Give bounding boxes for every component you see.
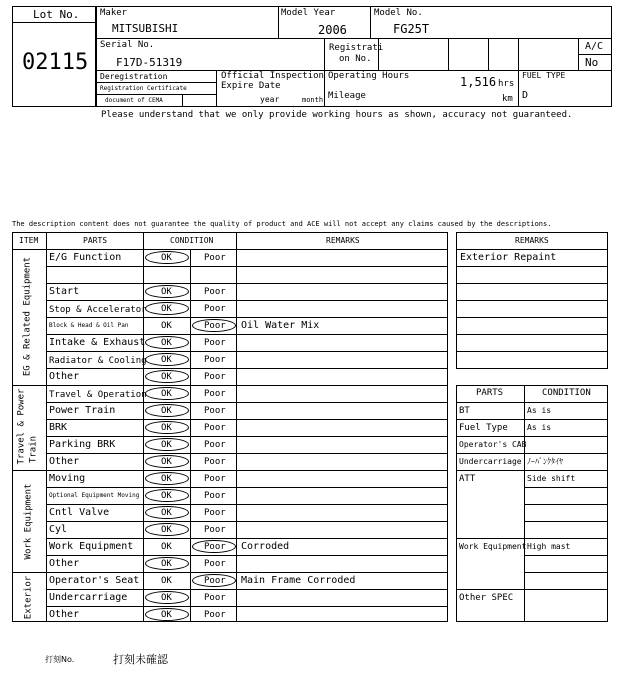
remark-text: Main Frame Corroded xyxy=(241,575,356,586)
registration-label-1: Registrati xyxy=(329,43,384,53)
selected-condition-oval xyxy=(145,489,189,502)
deregistration-label: Deregistration xyxy=(100,72,168,81)
selected-condition-oval xyxy=(145,285,189,298)
group-label-eg: EG & Related Equipment xyxy=(22,256,33,377)
header-line xyxy=(96,94,216,95)
row-line xyxy=(46,521,448,522)
ok-option: OK xyxy=(161,559,172,569)
ok-option: OK xyxy=(161,457,172,467)
poor-option: Poor xyxy=(204,576,226,586)
ok-option: OK xyxy=(161,338,172,348)
ok-option: OK xyxy=(161,542,172,552)
ok-option: OK xyxy=(161,423,172,433)
ok-option: OK xyxy=(161,355,172,365)
right-condition-header: CONDITION xyxy=(542,388,591,398)
row-line xyxy=(46,300,448,301)
fuel-type-label: FUEL TYPE xyxy=(522,71,566,80)
header-line xyxy=(96,82,216,83)
right-remarks-header: REMARKS xyxy=(515,236,549,245)
ok-option: OK xyxy=(161,287,172,297)
part-name: Other xyxy=(49,456,80,467)
table-line xyxy=(236,232,237,622)
month-label: month xyxy=(302,96,324,104)
selected-condition-oval xyxy=(145,506,189,519)
part-name: Power Train xyxy=(49,405,116,416)
row-line xyxy=(46,402,448,403)
row-line xyxy=(456,351,608,352)
ok-option: OK xyxy=(161,508,172,518)
poor-option: Poor xyxy=(204,457,226,467)
part-name: Operator's Seat xyxy=(49,575,140,586)
part-name: Optional Equipment Moving xyxy=(49,492,140,499)
row-line xyxy=(46,368,448,369)
selected-condition-oval xyxy=(145,438,189,451)
poor-option: Poor xyxy=(204,338,226,348)
ac-value: No xyxy=(585,56,599,69)
selected-condition-oval xyxy=(145,387,189,400)
header-line xyxy=(96,38,612,39)
row-line xyxy=(524,504,608,505)
right-part-condition: As is xyxy=(527,423,552,432)
stamp-no-value: 打刻未確認 xyxy=(113,653,168,666)
registration-label-2: on No. xyxy=(339,54,372,64)
ok-option: OK xyxy=(161,525,172,535)
operating-hours-label: Operating Hours xyxy=(328,71,410,81)
row-line xyxy=(46,283,448,284)
ok-option: OK xyxy=(161,253,172,263)
right-part-name: Other SPEC xyxy=(459,593,514,603)
row-line xyxy=(46,589,448,590)
row-line xyxy=(46,538,448,539)
table-line xyxy=(456,402,608,403)
part-name: Parking BRK xyxy=(49,439,116,450)
part-name: Moving xyxy=(49,473,86,484)
row-line xyxy=(524,487,608,488)
row-line xyxy=(456,436,608,437)
part-name: Cyl xyxy=(49,524,68,535)
right-part-name: Undercarriage xyxy=(459,457,522,466)
part-name: Start xyxy=(49,286,80,297)
row-line xyxy=(456,419,608,420)
table-line xyxy=(143,232,144,622)
header-line xyxy=(370,6,371,38)
header-line xyxy=(518,38,519,70)
part-name: Other xyxy=(49,609,80,620)
poor-option: Poor xyxy=(204,610,226,620)
lot-no-value: 02115 xyxy=(22,50,89,75)
row-line xyxy=(46,385,448,386)
model-no-value: FG25T xyxy=(393,22,430,36)
part-name: Other xyxy=(49,558,80,569)
row-line xyxy=(456,453,608,454)
row-line xyxy=(46,436,448,437)
parts-header: PARTS xyxy=(83,236,108,245)
selected-condition-oval xyxy=(145,336,189,349)
poor-option: Poor xyxy=(204,355,226,365)
row-line xyxy=(524,572,608,573)
row-line xyxy=(456,589,608,590)
poor-option: Poor xyxy=(204,389,226,399)
part-name: Cntl Valve xyxy=(49,507,110,518)
header-line xyxy=(278,6,279,38)
row-line xyxy=(46,504,448,505)
row-line xyxy=(46,470,448,471)
row-line xyxy=(46,606,448,607)
operating-hours-value: 1,516 xyxy=(460,75,497,89)
selected-condition-oval xyxy=(145,472,189,485)
part-name: E/G Function xyxy=(49,252,122,263)
header-line xyxy=(448,38,449,70)
ok-option: OK xyxy=(161,491,172,501)
maker-label: Maker xyxy=(100,8,128,18)
selected-condition-oval xyxy=(145,523,189,536)
row-line xyxy=(456,283,608,284)
poor-option: Poor xyxy=(204,559,226,569)
header-line xyxy=(578,54,612,55)
ok-option: OK xyxy=(161,321,172,331)
poor-option: Poor xyxy=(204,253,226,263)
header-line xyxy=(488,38,489,70)
ok-option: OK xyxy=(161,372,172,382)
selected-condition-oval xyxy=(192,540,236,553)
header-line xyxy=(578,38,579,70)
poor-option: Poor xyxy=(204,287,226,297)
selected-condition-oval xyxy=(145,251,189,264)
header-line xyxy=(324,38,325,107)
row-line xyxy=(456,334,608,335)
selected-condition-oval xyxy=(145,370,189,383)
ok-option: OK xyxy=(161,474,172,484)
row-line xyxy=(456,300,608,301)
serial-no-value: F17D-51319 xyxy=(116,56,183,69)
ok-option: OK xyxy=(161,610,172,620)
part-name: Other xyxy=(49,371,80,382)
ok-option: OK xyxy=(161,389,172,399)
registration-certificate-label: Registration Certificate xyxy=(100,85,187,92)
year-label: year xyxy=(260,95,280,104)
inspection-label-2: Expire Date xyxy=(221,81,281,91)
row-line xyxy=(456,368,608,369)
model-year-label: Model Year xyxy=(281,8,336,18)
ok-option: OK xyxy=(161,593,172,603)
right-part-condition: ﾉｰﾊﾟﾝｸﾀｲﾔ xyxy=(527,457,563,466)
poor-option: Poor xyxy=(204,423,226,433)
selected-condition-oval xyxy=(145,557,189,570)
ok-option: OK xyxy=(161,576,172,586)
poor-option: Poor xyxy=(204,508,226,518)
lot-divider xyxy=(12,22,96,23)
poor-option: Poor xyxy=(204,542,226,552)
row-line xyxy=(46,453,448,454)
poor-option: Poor xyxy=(204,406,226,416)
selected-condition-oval xyxy=(192,319,236,332)
inspection-label-1: Official Inspection xyxy=(221,71,324,81)
selected-condition-oval xyxy=(145,608,189,621)
right-part-condition: Side shift xyxy=(527,474,576,483)
part-name: Stop & Accelerator xyxy=(49,305,147,315)
part-name: BRK xyxy=(49,422,68,433)
part-name: Work Equipment xyxy=(49,541,134,552)
part-name: Block & Head & Oil Pan xyxy=(49,322,129,329)
group-label-work: Work Equipment xyxy=(23,483,34,560)
poor-option: Poor xyxy=(204,440,226,450)
right-part-name: Operator's CAB xyxy=(459,440,527,449)
selected-condition-oval xyxy=(145,591,189,604)
selected-condition-oval xyxy=(145,404,189,417)
header-line xyxy=(216,70,217,107)
row-line xyxy=(46,555,448,556)
remark-row-text: Exterior Repaint xyxy=(460,252,557,263)
selected-condition-oval xyxy=(192,574,236,587)
remarks-header: REMARKS xyxy=(326,236,360,245)
row-line xyxy=(456,317,608,318)
serial-no-label: Serial No. xyxy=(100,40,155,50)
right-part-name: Fuel Type xyxy=(459,423,508,433)
row-line xyxy=(524,555,608,556)
selected-condition-oval xyxy=(145,421,189,434)
description-notice: The description content does not guarantee the quality of product and ACE will not accept any claims caused by the descriptions. xyxy=(12,220,552,228)
right-part-name: ATT xyxy=(459,474,476,484)
selected-condition-oval xyxy=(145,353,189,366)
right-parts-header: PARTS xyxy=(476,388,504,398)
group-label-exterior: Exterior xyxy=(23,575,34,620)
poor-option: Poor xyxy=(204,593,226,603)
hours-notice: Please understand that we only provide working hours as shown, accuracy not guaranteed. xyxy=(101,110,573,120)
row-line xyxy=(46,317,448,318)
remark-text: Oil Water Mix xyxy=(241,320,320,331)
row-line xyxy=(46,419,448,420)
right-part-name: BT xyxy=(459,406,470,416)
remark-text: Corroded xyxy=(241,541,290,552)
hrs-unit: hrs xyxy=(498,79,515,89)
stamp-no-label: 打刻No. xyxy=(45,655,75,664)
row-line xyxy=(456,266,608,267)
selected-condition-oval xyxy=(145,455,189,468)
row-line xyxy=(456,470,608,471)
lot-no-label: Lot No. xyxy=(33,8,80,21)
ac-label: A/C xyxy=(585,41,604,52)
ok-option: OK xyxy=(161,440,172,450)
poor-option: Poor xyxy=(204,525,226,535)
ok-option: OK xyxy=(161,406,172,416)
header-line xyxy=(518,70,519,107)
row-line xyxy=(456,538,608,539)
model-year-value: 2006 xyxy=(318,23,347,37)
header-line xyxy=(182,94,183,107)
condition-header: CONDITION xyxy=(170,236,214,245)
group-label-travel-1: Travel & Power xyxy=(16,388,27,465)
poor-option: Poor xyxy=(204,304,226,314)
part-name: Intake & Exhaust xyxy=(49,337,146,348)
fuel-type-value: D xyxy=(522,90,529,101)
poor-option: Poor xyxy=(204,372,226,382)
right-part-condition: As is xyxy=(527,406,552,415)
km-unit: km xyxy=(502,94,513,104)
right-part-condition: High mast xyxy=(527,542,571,551)
poor-option: Poor xyxy=(204,321,226,331)
row-line xyxy=(46,351,448,352)
item-header: ITEM xyxy=(19,236,39,245)
cema-label: document of CEMA xyxy=(105,97,163,104)
table-line xyxy=(12,249,448,250)
model-no-label: Model No. xyxy=(374,8,423,18)
part-name: Undercarriage xyxy=(49,592,128,603)
maker-value: MITSUBISHI xyxy=(112,22,179,35)
part-name: Travel & Operation xyxy=(49,390,147,400)
row-line xyxy=(46,572,448,573)
table-line xyxy=(46,232,47,622)
row-line xyxy=(456,249,608,250)
part-name: Radiator & Cooling xyxy=(49,356,147,366)
row-line xyxy=(46,487,448,488)
row-line xyxy=(46,334,448,335)
group-label-travel-2: Train xyxy=(28,435,39,464)
row-line xyxy=(524,521,608,522)
mileage-label: Mileage xyxy=(328,91,366,101)
row-line xyxy=(46,266,448,267)
ok-option: OK xyxy=(161,304,172,314)
selected-condition-oval xyxy=(145,302,189,315)
poor-option: Poor xyxy=(204,491,226,501)
right-part-name: Work Equipment xyxy=(459,542,527,551)
poor-option: Poor xyxy=(204,474,226,484)
